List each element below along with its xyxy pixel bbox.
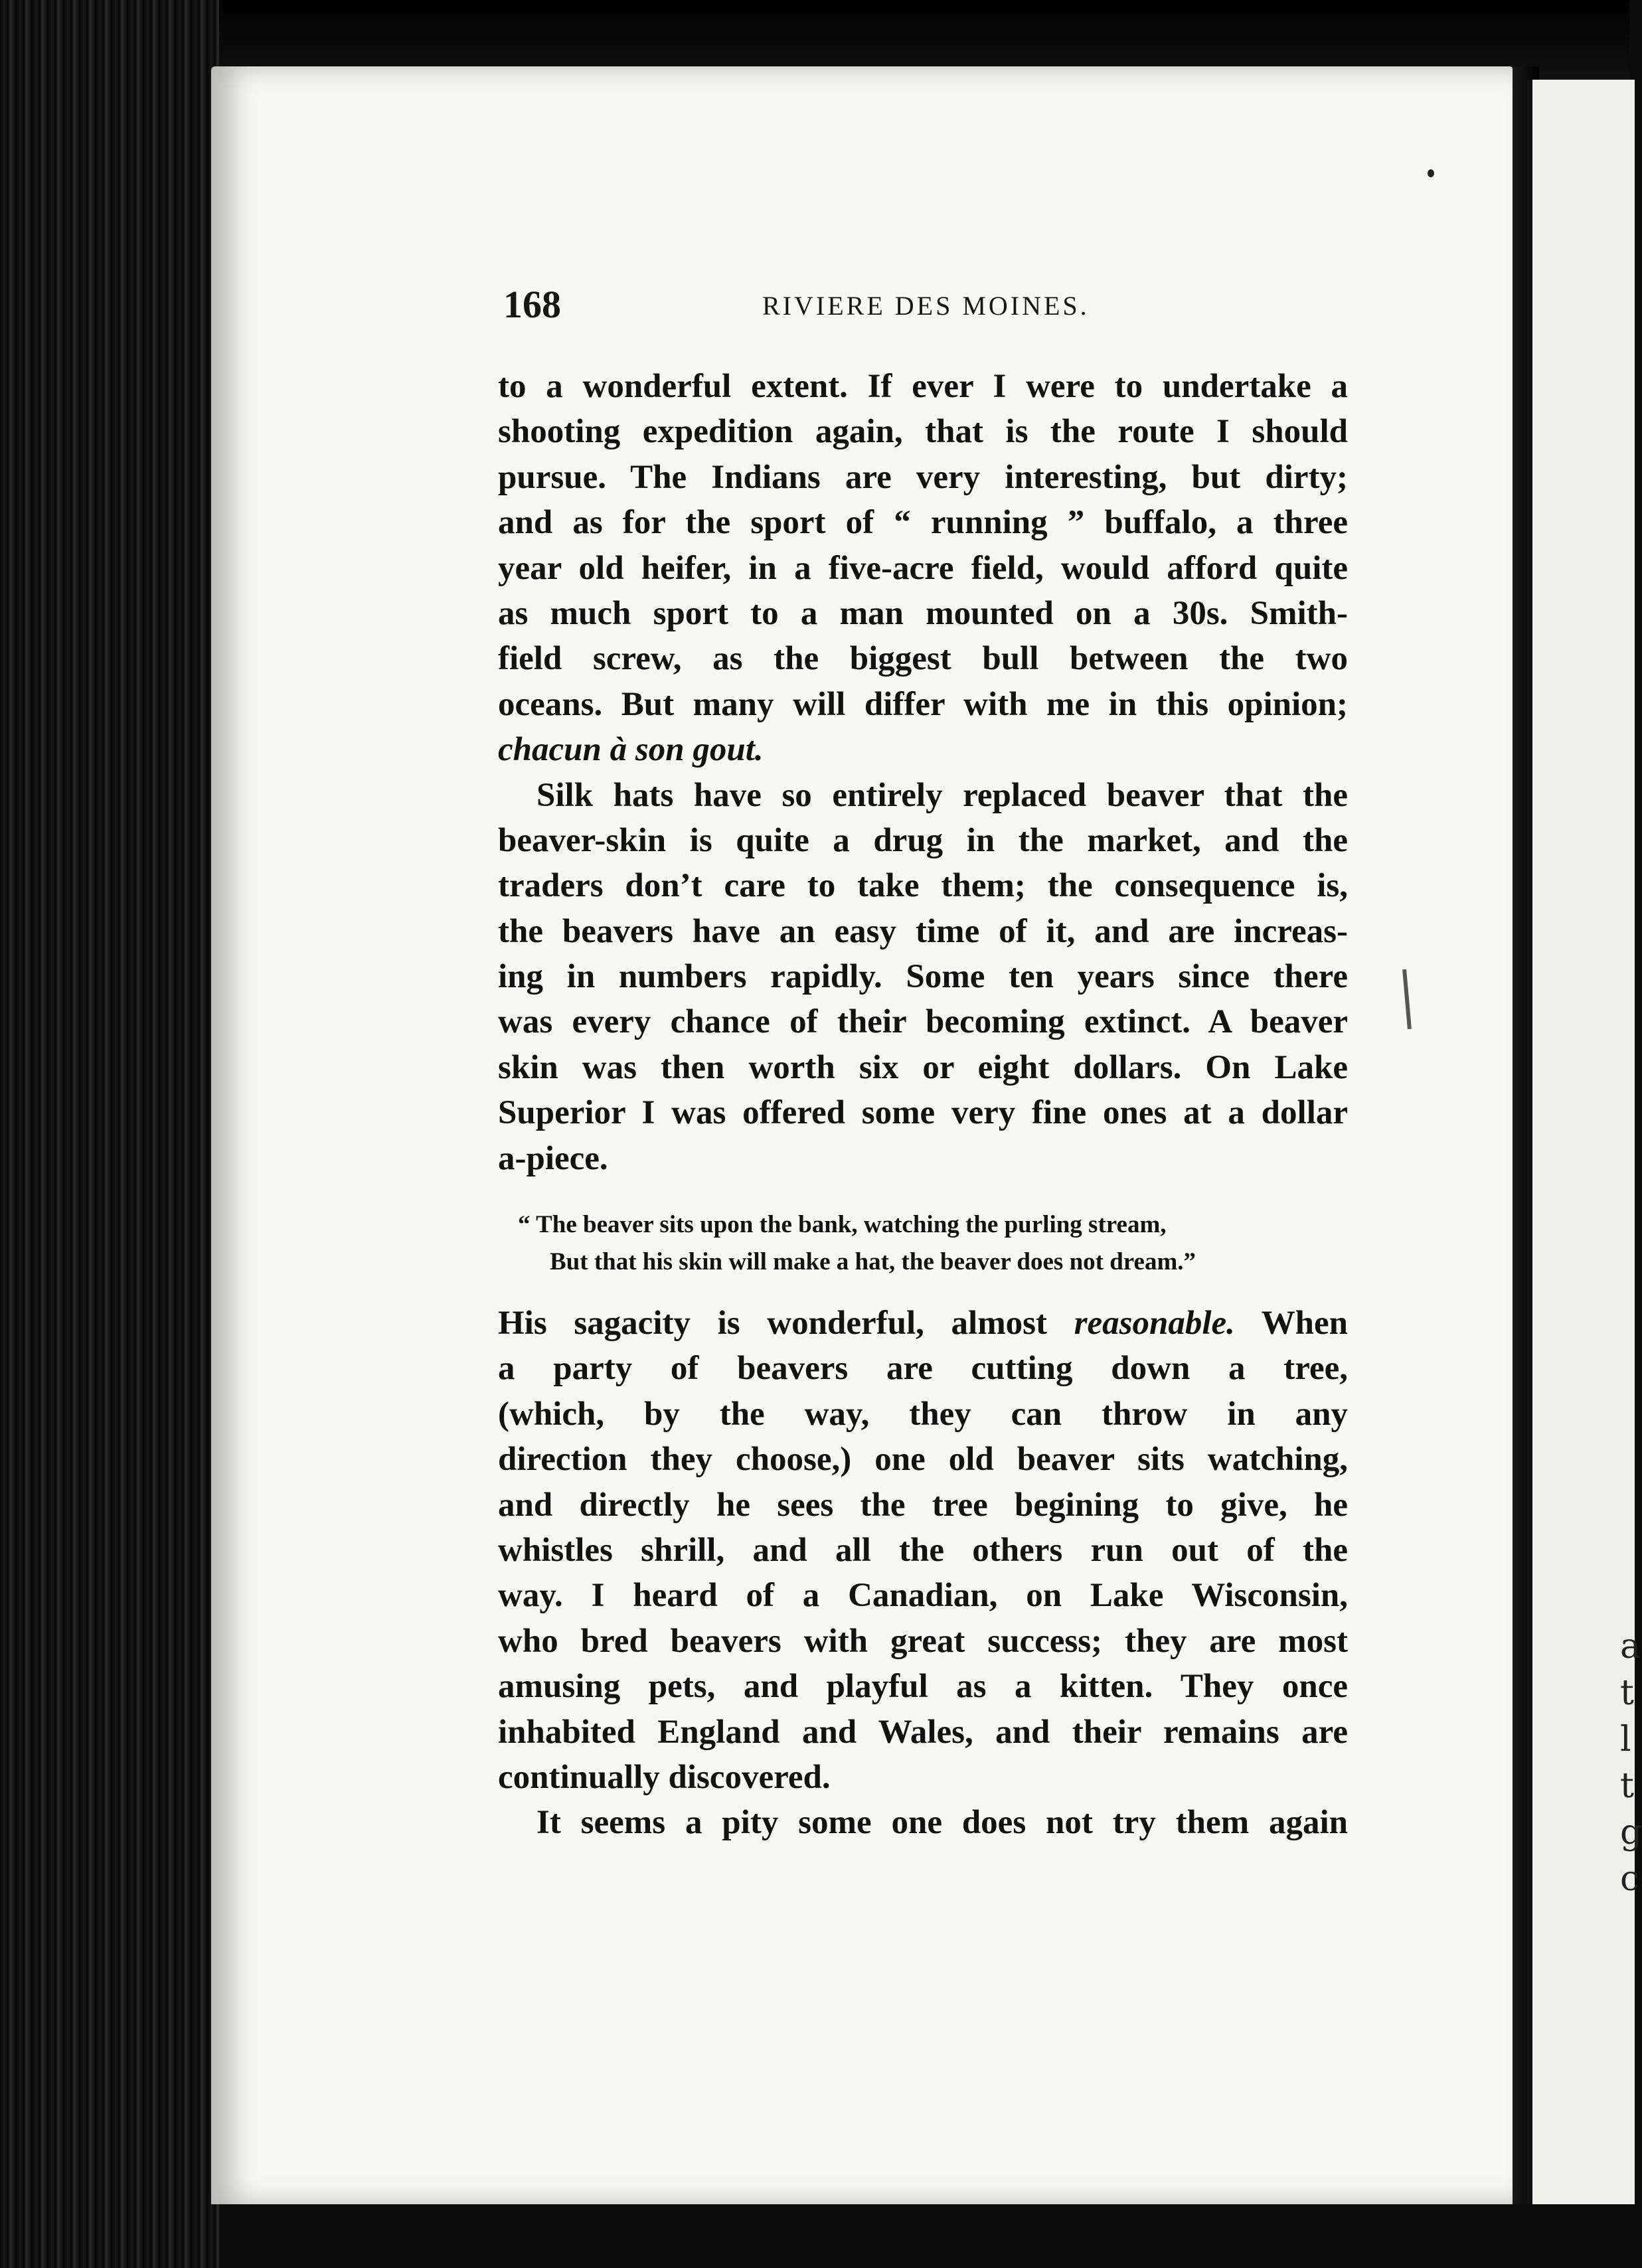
facing-page-letter: g xyxy=(1620,1813,1642,1852)
verse-line: But that his skin will make a hat, the beaver does not dream.” xyxy=(550,1248,1196,1276)
text-run: His sagacity is wonderful, almost xyxy=(498,1305,1074,1342)
page-number: 168 xyxy=(503,283,561,326)
verse-line: “ The beaver sits upon the bank, watching the purling stream, xyxy=(518,1211,1167,1239)
body-text xyxy=(498,364,1348,1846)
text-line: a-piece. xyxy=(498,1139,608,1177)
text-line: and directly he sees the tree begining to give, he xyxy=(498,1486,1348,1524)
text-line: oceans. But many will differ with me in this opinion; xyxy=(498,685,1348,723)
text-line: continually discovered. xyxy=(498,1758,831,1796)
text-line: a party of beavers are cutting down a tree, xyxy=(498,1350,1348,1388)
text-line: way. I heard of a Canadian, on Lake Wisconsin, xyxy=(498,1577,1348,1615)
facing-page-letter: a xyxy=(1620,1627,1641,1666)
dust-speck xyxy=(1428,169,1434,177)
facing-page-strip xyxy=(1527,80,1635,2204)
text-line-mixed xyxy=(498,1301,1348,1346)
text-line: (which, by the way, they can throw in any xyxy=(498,1395,1348,1433)
text-line: It seems a pity some one does not try them again xyxy=(536,1804,1348,1842)
text-run-italic: reasonable. xyxy=(1074,1305,1235,1342)
text-line: shooting expedition again, that is the route I should xyxy=(498,413,1348,451)
text-line: to a wonderful extent. If ever I were to undertake a xyxy=(498,368,1348,405)
text-line: year old heifer, in a five-acre field, would afford quite xyxy=(498,549,1348,587)
text-line: who bred beavers with great success; they are most xyxy=(498,1622,1348,1660)
text-line: direction they choose,) one old beaver sits watching, xyxy=(498,1441,1348,1479)
text-line: field screw, as the biggest bull between the two xyxy=(498,640,1348,678)
verse-quotation xyxy=(498,1206,1348,1281)
text-line: ing in numbers rapidly. Some ten years since there xyxy=(498,958,1348,996)
facing-page-letter: t xyxy=(1620,1673,1634,1713)
text-line: skin was then worth six or eight dollars. On Lake xyxy=(498,1048,1348,1086)
text-line: the beavers have an easy time of it, and are increas- xyxy=(498,912,1348,950)
text-line: traders don’t care to take them; the consequence is, xyxy=(498,867,1348,905)
facing-page-letter: t xyxy=(1620,1766,1634,1806)
text-line: as much sport to a man mounted on a 30s. Smith- xyxy=(498,594,1348,632)
text-line: Superior I was offered some very fine ones at a dollar xyxy=(498,1094,1348,1132)
running-head xyxy=(503,282,1366,335)
text-line: was every chance of their becoming extinct. A beaver xyxy=(498,1003,1348,1041)
text-line: and as for the sport of “ running ” buffalo, a three xyxy=(498,504,1348,542)
book-binding xyxy=(0,0,219,2268)
text-line: Silk hats have so entirely replaced beaver that the xyxy=(536,776,1348,814)
text-line-italic: chacun à son gout. xyxy=(498,731,764,769)
text-line: beaver-skin is quite a drug in the market, and the xyxy=(498,821,1348,859)
text-line: inhabited England and Wales, and their remains are xyxy=(498,1713,1348,1751)
text-line: whistles shrill, and all the others run out of the xyxy=(498,1531,1348,1569)
text-run: When xyxy=(1234,1305,1348,1342)
text-line: amusing pets, and playful as a kitten. They once xyxy=(498,1668,1348,1706)
facing-page-letter: c xyxy=(1620,1859,1640,1899)
running-title: RIVIERE DES MOINES. xyxy=(762,291,1090,321)
text-line: pursue. The Indians are very interesting, but dirty; xyxy=(498,458,1348,496)
facing-page-letter: l xyxy=(1620,1720,1631,1759)
